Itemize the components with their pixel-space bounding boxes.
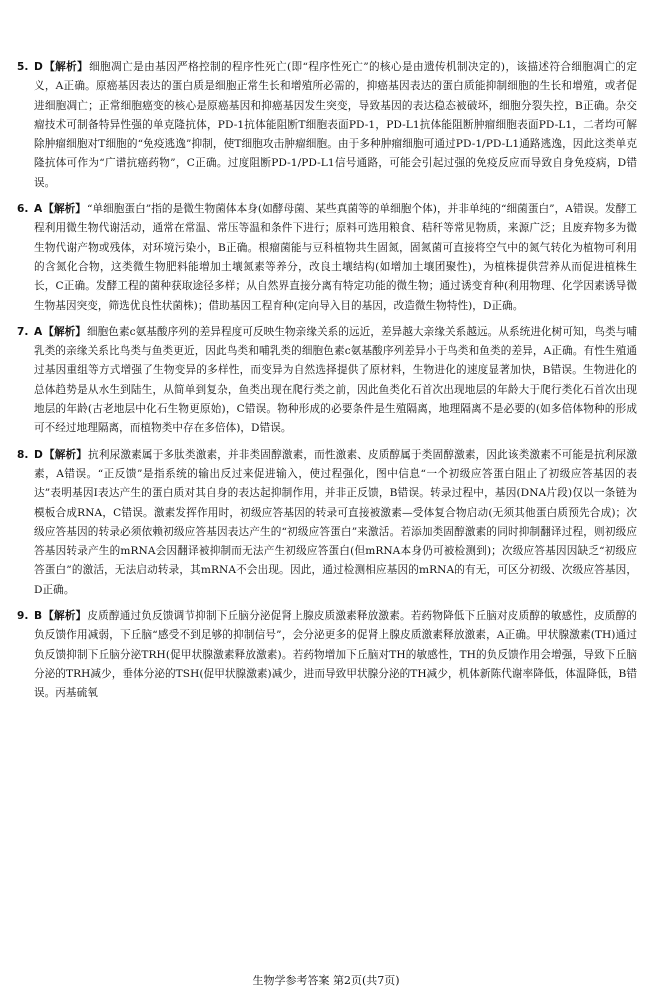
answer-item-8 <box>17 446 637 600</box>
analysis-text: 细胞凋亡是由基因严格控制的程序性死亡(即“程序性死亡”的核心是由遗传机制决定的)，该描述符合细胞凋亡的定义，A正确。原癌基因表达的蛋白质是细胞正常生长和增殖所必需的，抑癌基因表达的蛋白质能抑制细胞的生长和增殖，或者促进细胞凋亡；正常细胞癌变的核心是原癌基因和抑癌基因发生突变，导致基因的表达稳态被破坏，细胞分裂失控，B正确。杂交瘤技术可制备特异性强的单克隆抗体，PD-1抗体能阻断T细胞表面PD-1，PD-L1抗体能阻断肿瘤细胞表面PD-L1，二者均可解除肿瘤细胞对T细胞的“免疫逃逸”抑制，使T细胞攻击肿瘤细胞。由于多种肿瘤细胞可通过PD-1/PD-L1通路逃逸，因此这类单克隆抗体可作为“广谱抗癌药物”，C正确。过度阻断PD-1/PD-L1信号通路，可能会引起过强的免疫反应而导致自身免疫病，D错误。 <box>34 61 637 189</box>
answer-letter: B <box>34 610 43 623</box>
question-number: 9. <box>17 610 29 623</box>
answer-list <box>17 58 637 711</box>
question-number: 8. <box>17 448 29 461</box>
analysis-text: 细胞色素c氨基酸序列的差异程度可反映生物亲缘关系的远近，差异越大亲缘关系越远。从系统进化树可知，鸟类与哺乳类的亲缘关系比鸟类与鱼类更近，因此鸟类和哺乳类的细胞色素c氨基酸序列差异小于鸟类和鱼类的差异，A正确。有性生殖通过基因重组等方式增强了生物变异的多样性，而变异为自然选择提供了原材料，生物进化的速度显著加快，B错误。生物进化的总体趋势是从水生到陆生，从简单到复杂，鱼类出现在爬行类之前，因此鱼类化石首次出现地层的年龄大于爬行类化石首次出现地层的年龄(古老地层中化石生物更原始)，C错误。物种形成的必要条件是生殖隔离，地理隔离不是必要的(如多倍体物种的形成可不经过地理隔离，而植物类中存在多倍体)，D错误。 <box>34 325 638 435</box>
analysis-tag: 【解析】 <box>43 61 89 73</box>
answer-item-7 <box>17 323 637 439</box>
answer-letter: A <box>34 203 43 216</box>
analysis-tag: 【解析】 <box>43 203 86 216</box>
analysis-text: 抗利尿激素属于多肽类激素，并非类固醇激素，而性激素、皮质醇属于类固醇激素，因此该类激素不可能是抗利尿激素，A错误。“正反馈”是指系统的输出反过来促进输入，使过程强化，图中信息“一个初级应答蛋白阻止了初级应答基因的表达”表明基因Ⅰ表达产生的蛋白质对其自身的表达起抑制作用，并非正反馈，B错误。转录过程中，基因(DNA片段)仅以一条链为模板合成RNA，C错误。激素发挥作用时，初级应答基因的转录可直接被激素—受体复合物启动(无须其他蛋白质预先合成)；次级应答基因的转录必须依赖初级应答基因表达产生的“初级应答蛋白”来激活。若添加类固醇激素的同时抑制翻译过程，则初级应答基因转录产生的mRNA会因翻译被抑制而无法产生初级应答蛋白(但mRNA本身仍可被检测到)；次级应答基因因缺乏“初级应答蛋白”的激活，无法启动转录，其mRNA不会出现。因此，通过检测相应基因的mRNA的有无，可区分初级、次级应答基因，D正确。 <box>34 448 638 596</box>
answer-letter: A <box>34 325 43 338</box>
question-number: 7. <box>17 325 29 338</box>
analysis-text: “单细胞蛋白”指的是微生物菌体本身(如酵母菌、某些真菌等的单细胞个体)，并非单纯的“细菌蛋白”，A错误。发酵工程利用微生物代谢活动，通常在常温、常压等温和条件下进行；原料可选用粮食、秸秆等常见物质，来源广泛；且废弃物多为微生物代谢产物或残体，对环境污染小，B正确。根瘤菌能与豆科植物共生固氮，固氮菌可直接将空气中的氮气转化为植物可利用的含氮化合物，这类微生物肥料能增加土壤氮素等养分，改良土壤结构(如增加土壤团聚性)，为植株提供营养从而促进植株生长，C正确。发酵工程的菌种获取途径多样；从自然界直接分离有特定功能的微生物；通过诱变育种(利用物理、化学因素诱导微生物基因突变，筛选优良性状菌株)；借助基因工程育种(定向导入目的基因，改造微生物特性)，D正确。 <box>34 203 638 312</box>
question-number: 6. <box>17 203 29 216</box>
analysis-text: 皮质醇通过负反馈调节抑制下丘脑分泌促肾上腺皮质激素释放激素。若药物降低下丘脑对皮质醇的敏感性，皮质醇的负反馈作用减弱，下丘脑“感受不到足够的抑制信号”，会分泌更多的促肾上腺皮质激素释放激素，A正确。甲状腺激素(TH)通过负反馈抑制下丘脑分泌TRH(促甲状腺激素释放激素)。若药物增加下丘脑对TH的敏感性，TH的负反馈作用会增强，导致下丘脑分泌的TRH减少，垂体分泌的TSH(促甲状腺激素)减少，进而导致甲状腺分泌的TH减少，机体新陈代谢率降低，体温降低，B错误。丙基硫氧 <box>34 610 638 700</box>
question-number: 5. <box>17 61 29 73</box>
answer-letter: D <box>34 448 43 461</box>
answer-item-6 <box>17 200 637 316</box>
analysis-tag: 【解析】 <box>43 610 87 623</box>
analysis-tag: 【解析】 <box>43 448 88 461</box>
page-footer: 生物学参考答案 第2页(共7页) <box>252 974 400 987</box>
answer-item-5 <box>17 58 637 193</box>
analysis-tag: 【解析】 <box>43 325 86 338</box>
answer-letter: D <box>34 61 43 73</box>
answer-item-9 <box>17 607 637 703</box>
